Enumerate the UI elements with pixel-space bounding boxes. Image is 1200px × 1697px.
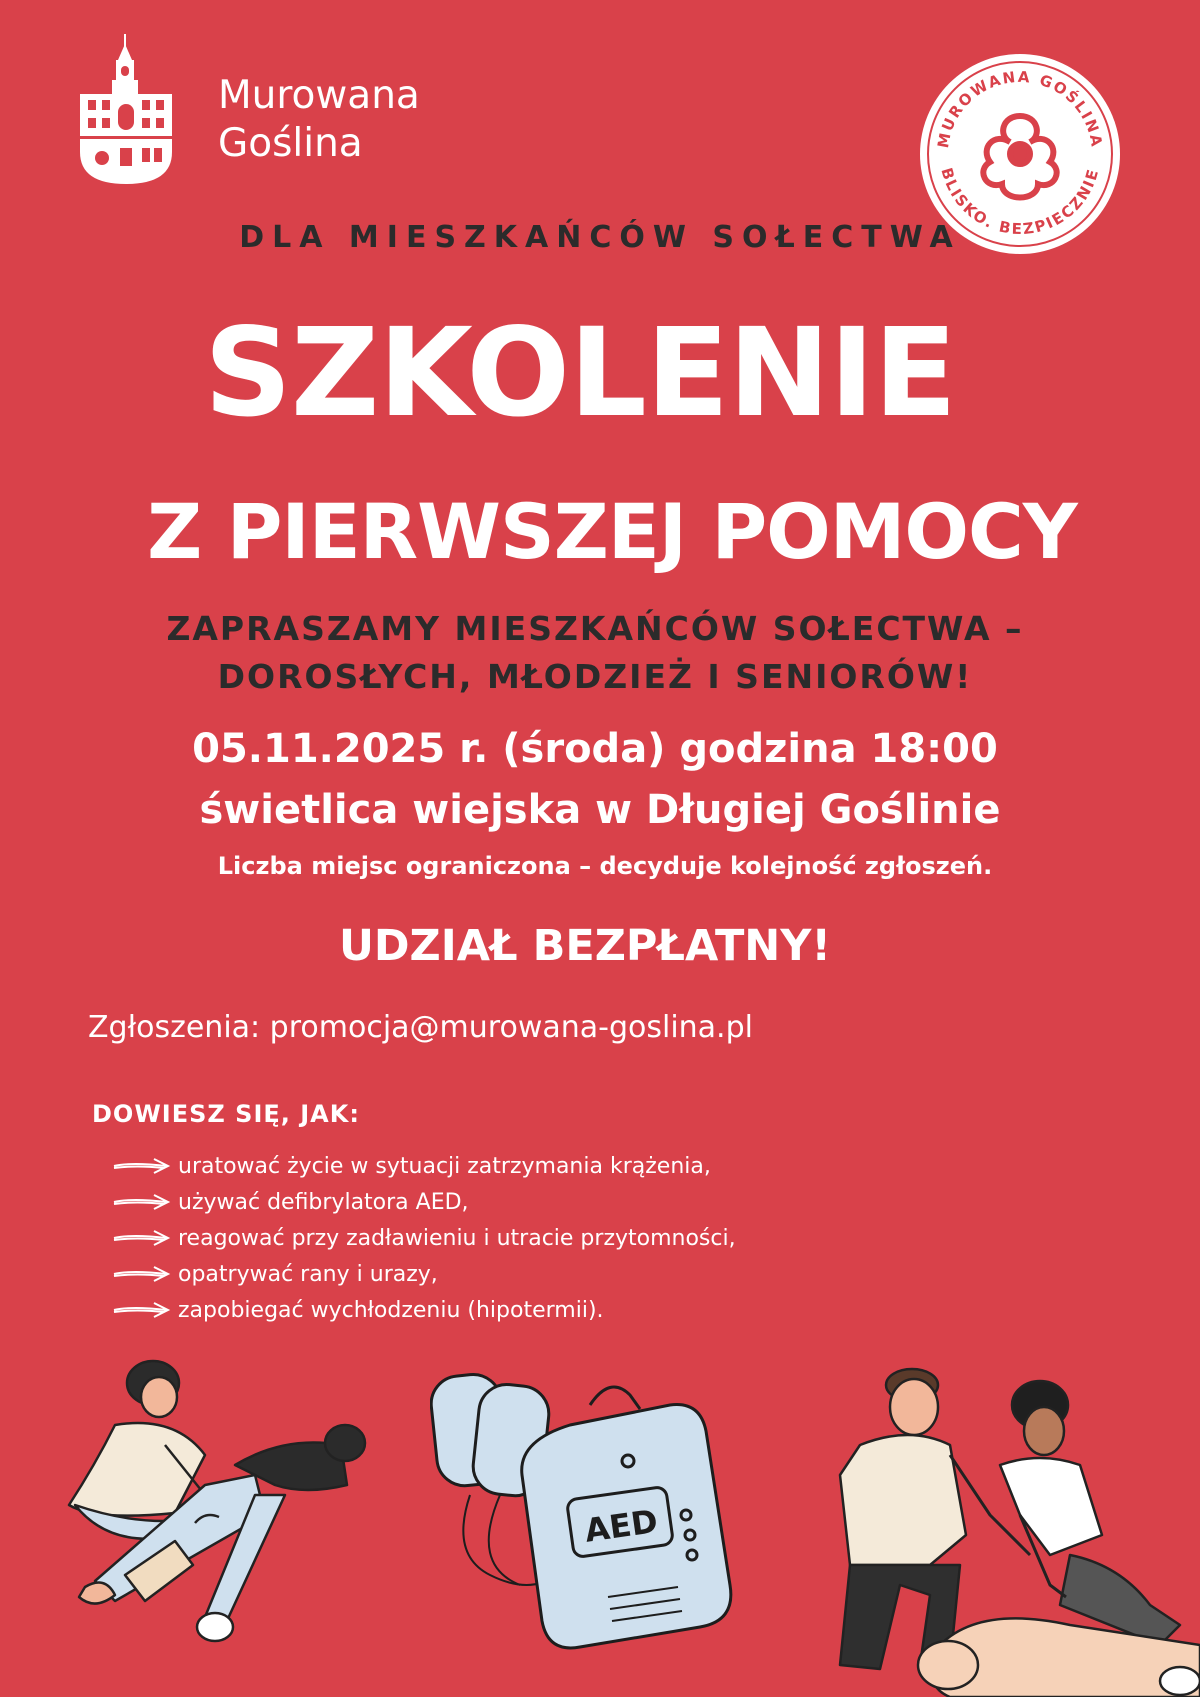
list-item bbox=[112, 1256, 736, 1292]
seal-text-top: MUROWANA GOŚLINA bbox=[933, 67, 1106, 150]
logo-line-2: Goślina bbox=[218, 121, 363, 166]
learn-heading: DOWIESZ SIĘ, JAK: bbox=[92, 1100, 360, 1128]
aed-device-icon bbox=[430, 1365, 770, 1665]
free-participation: UDZIAŁ BEZPŁATNY! bbox=[338, 921, 832, 971]
arrow-icon bbox=[112, 1228, 172, 1248]
list-item-text: uratować życie w sytuacji zatrzymania krążenia, bbox=[178, 1153, 711, 1179]
event-place: świetlica wiejska w Długiej Goślinie bbox=[199, 787, 1001, 833]
logo-line-1: Murowana bbox=[218, 73, 420, 118]
invitation-line-1: ZAPRASZAMY MIESZKAŃCÓW SOŁECTWA – bbox=[166, 609, 1024, 648]
intro-label: DLA MIESZKAŃCÓW SOŁECTWA bbox=[239, 220, 961, 255]
aed-label: AED bbox=[582, 1501, 661, 1550]
arrow-icon bbox=[112, 1300, 172, 1320]
invitation bbox=[0, 605, 1190, 701]
arrow-icon bbox=[112, 1156, 172, 1176]
list-item bbox=[112, 1220, 736, 1256]
list-item bbox=[112, 1148, 736, 1184]
bandaging-illustration bbox=[55, 1345, 385, 1645]
list-item-text: zapobiegać wychłodzeniu (hipotermii). bbox=[178, 1297, 604, 1323]
cpr-illustration bbox=[820, 1365, 1200, 1697]
invitation-line-2: DOROSŁYCH, MŁODZIEŻ I SENIORÓW! bbox=[217, 657, 973, 696]
learn-list bbox=[112, 1148, 736, 1328]
list-item bbox=[112, 1184, 736, 1220]
seats-limit-note: Liczba miejsc ograniczona – decyduje kolejność zgłoszeń. bbox=[217, 852, 993, 880]
arrow-icon bbox=[112, 1192, 172, 1212]
list-item bbox=[112, 1292, 736, 1328]
seal-text-bottom: BLISKO. BEZPIECZNIE bbox=[937, 165, 1103, 239]
arrow-icon bbox=[112, 1264, 172, 1284]
page-subtitle: Z PIERWSZEJ POMOCY bbox=[147, 487, 1077, 576]
list-item-text: używać defibrylatora AED, bbox=[178, 1189, 469, 1215]
contact-email[interactable]: Zgłoszenia: promocja@murowana-goslina.pl bbox=[88, 1010, 753, 1045]
list-item-text: reagować przy zadławieniu i utracie przytomności, bbox=[178, 1225, 736, 1251]
list-item-text: opatrywać rany i urazy, bbox=[178, 1261, 438, 1287]
page-title: SZKOLENIE bbox=[203, 302, 956, 444]
logo-text bbox=[218, 72, 420, 168]
event-date: 05.11.2025 r. (środa) godzina 18:00 bbox=[192, 726, 998, 772]
town-crest-icon bbox=[80, 34, 172, 184]
